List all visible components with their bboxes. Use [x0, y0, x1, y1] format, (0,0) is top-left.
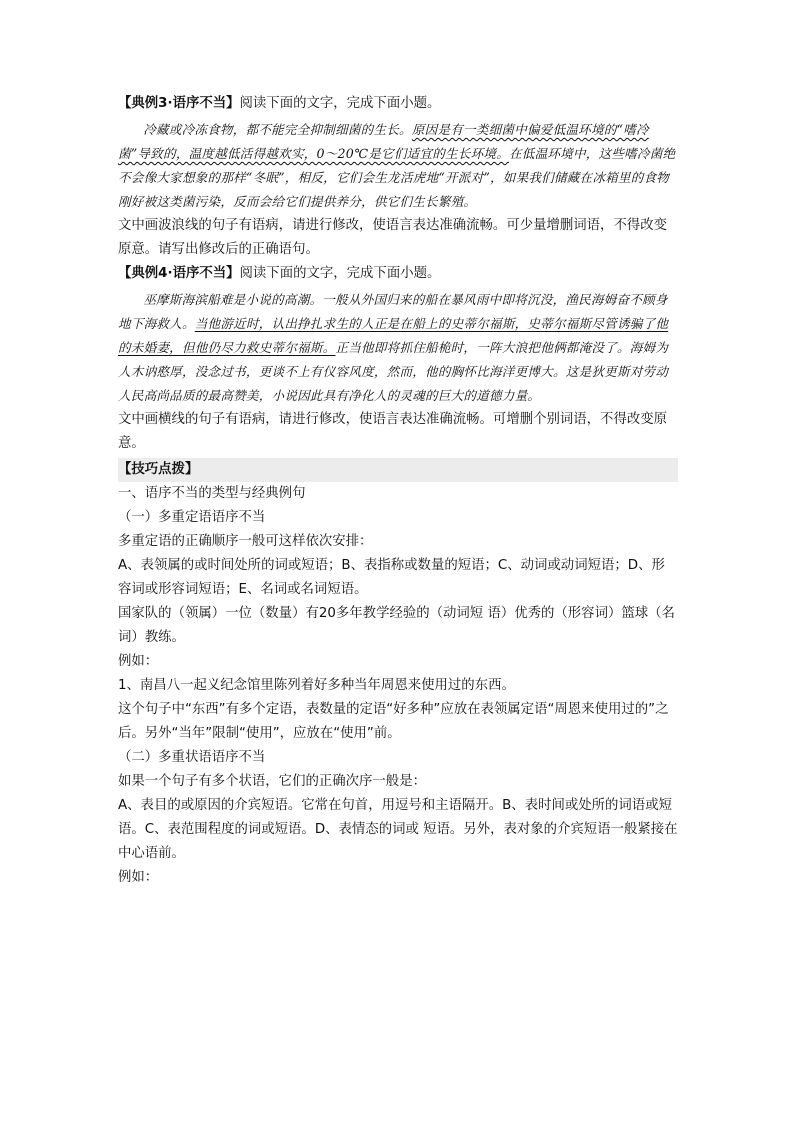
- passage4-post: 正当他即将抓住船桅时，一阵大浪把他俩都淹没了。海姆为人木讷憨厚，没念过书，更谈不上有仪容风度，然而，他的胸怀比海洋更博大。这是狄更斯对劳动人民高尚品质的最高赞美，小说因此具有净化人的灵魂的巨大的道德力量。: [118, 340, 669, 403]
- example3-instruction: 阅读下面的文字，完成下面小题。: [239, 96, 441, 111]
- example3-title: 【典例3·语序不当】: [118, 96, 240, 111]
- example1-sentence: 1、南昌八一起义纪念馆里陈列着好多种当年周恩来使用过的东西。: [118, 678, 515, 693]
- subsection2-title: （二）多重状语语序不当: [118, 750, 266, 765]
- passage3-pre: 冷藏或冷冻食物，都不能完全抑制细菌的生长。: [143, 122, 412, 137]
- example3-passage: [118, 118, 678, 214]
- example4-question: 文中画横线的句子有语病，请进行修改，使语言表达准确流畅。可增删个别词语，不得改变原意。: [118, 412, 668, 451]
- passage3-wavy-sentence: 原因是有一类细菌中偏爱低温环境的“嗜冷菌”导致的，温度越低活得越欢实，0～20℃是它们适宜的生长环境。: [118, 122, 649, 161]
- example1-explanation: 这个句子中“东西”有多个定语，表数量的定语“好多种”应放在表领属定语“周恩来使用过的”之后。另外“当年”限制“使用”，应放在“使用”前。: [118, 702, 669, 741]
- subsection1-order: A、表领属的或时间处所的词或短语；B、表指称或数量的短语；C、动词或动词短语；D、形容词或形容词短语；E、名词或名词短语。: [118, 558, 665, 597]
- subsection1-intro: 多重定语的正确顺序一般可这样依次安排：: [118, 534, 373, 549]
- subsection1-title: （一）多重定语语序不当: [118, 510, 266, 525]
- subsection2-order: A、表目的或原因的介宾短语。它常在句首，用逗号和主语隔开。B、表时间或处所的词语或短语。C、表范围程度的词或短语。D、表情态的词或 短语。另外，表对象的介宾短语一般紧接在中心语前。: [118, 798, 678, 861]
- example3-question: 文中画波浪线的句子有语病，请进行修改，使语言表达准确流畅。可少量增删词语，不得改变原意。请写出修改后的正确语句。: [118, 218, 668, 257]
- example4-instruction: 阅读下面的文字，完成下面小题。: [239, 266, 441, 281]
- example4-passage: [118, 288, 678, 408]
- tips-heading: 【技巧点拨】: [118, 458, 678, 482]
- subsection1-example: 国家队的（领属）一位（数量）有20多年教学经验的（动词短 语）优秀的（形容词）篮球（名词）教练。: [118, 606, 675, 645]
- document-page: [118, 92, 678, 890]
- example-label: 例如：: [118, 654, 159, 669]
- example3-header: [118, 92, 678, 116]
- passage4-pre: 巫摩斯海滨船难是小说的高潮。一般从外国归来的船在暴风雨中即将沉没，渔民海姆奋不顾身地下海救人。: [118, 292, 668, 331]
- example4-title: 【典例4·语序不当】: [118, 266, 240, 281]
- passage4-underlined-sentence: 当他游近时，认出挣扎求生的人正是在船上的史蒂尔福斯，史蒂尔福斯尽管诱骗了他的未婚妻，但他仍尽力救史蒂尔福斯。: [118, 316, 669, 355]
- example-label-2: 例如：: [118, 870, 159, 885]
- subsection2-intro: 如果一个句子有多个状语，它们的正确次序一般是：: [118, 774, 426, 789]
- passage3-post: 在低温环境中，这些嗜冷菌绝不会像大家想象的那样“冬眠”，相反，它们会生龙活虎地“开派对”，如果我们储藏在冰箱里的食物刚好被这类菌污染，反而会给它们提供养分，供它们生长繁殖。: [118, 146, 676, 209]
- section1-title: 一、语序不当的类型与经典例句: [118, 486, 306, 501]
- example4-header: [118, 262, 678, 286]
